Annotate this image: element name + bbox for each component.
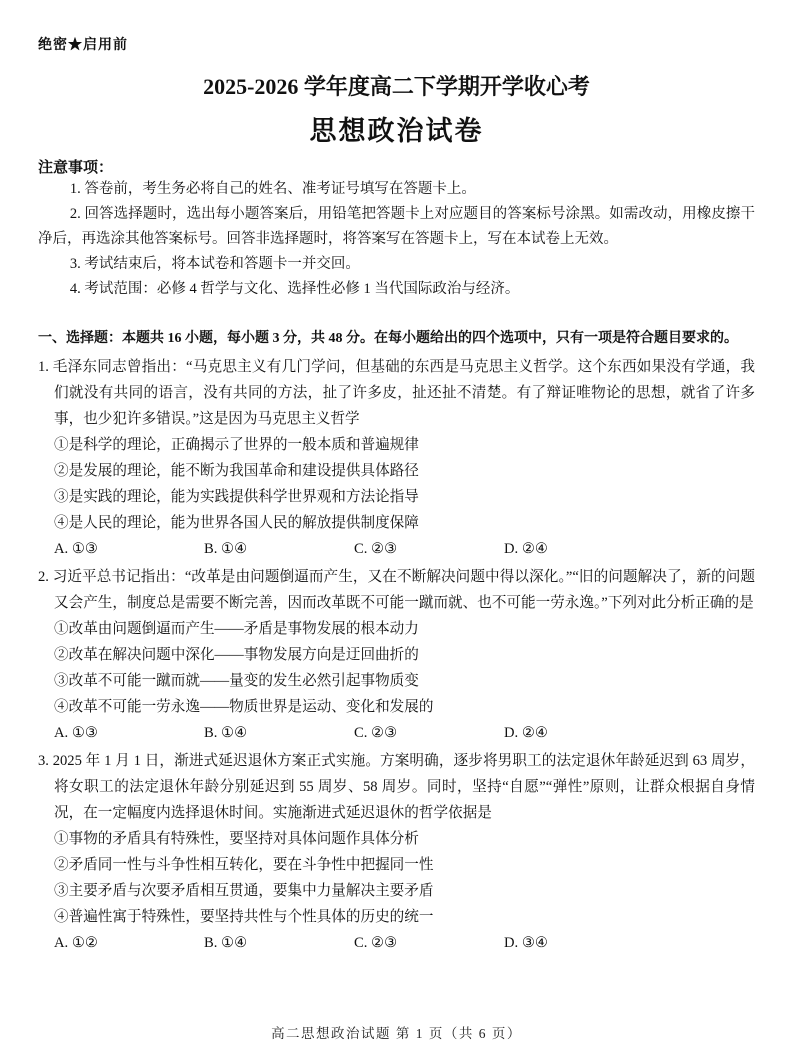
question-block	[38, 564, 755, 746]
choice-option: C. ②③	[354, 725, 398, 741]
choices-row	[38, 720, 755, 746]
question-statement: ③是实践的理论，能为实践提供科学世界观和方法论指导	[54, 489, 419, 505]
question-stem	[38, 354, 755, 432]
question-block	[38, 748, 755, 956]
question-number: 1.	[38, 359, 49, 375]
question-number: 2.	[38, 569, 49, 585]
notices-items	[38, 177, 755, 302]
choice-option: C. ②③	[354, 935, 398, 951]
question-statement: ④普遍性寓于特殊性，要坚持共性与个性具体的历史的统一	[54, 909, 434, 925]
questions	[38, 354, 755, 956]
choice-option: A. ①③	[54, 541, 99, 557]
choice-option: B. ①④	[204, 541, 248, 557]
question-stem-text: 习近平总书记指出：“改革是由问题倒逼而产生，又在不断解决问题中得以深化。”“旧的问题解决了，新的问题又会产生，制度总是需要不断完善，因而改革既不可能一蹴而就、也不可能一劳永逸。”下列对此分析正确的是	[48, 569, 755, 611]
choice-option: A. ①②	[54, 935, 99, 951]
question-statement: ②是发展的理论，能不断为我国革命和建设提供具体路径	[54, 463, 419, 479]
exam-subtitle: 思想政治试卷	[309, 116, 484, 146]
question-statement: ①改革由问题倒逼而产生——矛盾是事物发展的根本动力	[54, 621, 419, 637]
choice-option: D. ②④	[504, 541, 549, 557]
notices-heading: 注意事项：	[38, 160, 114, 176]
section-heading: 一、选择题：本题共 16 小题，每小题 3 分，共 48 分。在每小题给出的四个选项中，只有一项是符合题目要求的。	[38, 331, 738, 346]
choices-row	[38, 536, 755, 562]
question-number: 3.	[38, 753, 49, 769]
notice-item: 1. 答卷前，考生务必将自己的姓名、准考证号填写在答题卡上。	[69, 181, 476, 197]
notice-item: 2. 回答选择题时，选出每小题答案后，用铅笔把答题卡上对应题目的答案标号涂黑。如需改动，用橡皮擦干净后，再选涂其他答案标号。回答非选择题时，将答案写在答题卡上，写在本试卷上无效。	[38, 206, 755, 247]
question-statement: ③主要矛盾与次要矛盾相互贯通，要集中力量解决主要矛盾	[54, 883, 434, 899]
notices-section	[38, 156, 755, 302]
page-footer: 高二思想政治试题 第 1 页（共 6 页）	[271, 1026, 522, 1041]
question-stem-text: 毛泽东同志曾指出：“马克思主义有几门学问，但基础的东西是马克思主义哲学。这个东西如果没有学通，我们就没有共同的语言，没有共同的方法，扯了许多皮，扯还扯不清楚。有了辩证唯物论的思想，就省了许多事，也少犯许多错误。”这是因为马克思主义哲学	[48, 359, 755, 427]
choice-option: B. ①④	[204, 725, 248, 741]
question-stem	[38, 564, 755, 616]
question-statement: ③改革不可能一蹴而就——量变的发生必然引起事物质变	[54, 673, 419, 689]
notice-item: 3. 考试结束后，将本试卷和答题卡一并交回。	[69, 256, 360, 272]
question-statement: ④改革不可能一劳永逸——物质世界是运动、变化和发展的	[54, 699, 434, 715]
question-stem	[38, 748, 755, 826]
question-statement: ②矛盾同一性与斗争性相互转化，要在斗争性中把握同一性	[54, 857, 434, 873]
choice-option: D. ③④	[504, 935, 549, 951]
secrecy-label: 绝密★启用前	[38, 38, 128, 53]
choice-option: B. ①④	[204, 935, 248, 951]
exam-title: 2025-2026 学年度高二下学期开学收心考	[203, 74, 590, 99]
choices-row	[38, 930, 755, 956]
question-statement: ①事物的矛盾具有特殊性，要坚持对具体问题作具体分析	[54, 831, 419, 847]
choice-option: A. ①③	[54, 725, 99, 741]
question-block	[38, 354, 755, 562]
question-stem-text: 2025 年 1 月 1 日，渐进式延迟退休方案正式实施。方案明确，逐步将男职工的法定退休年龄延迟到 63 周岁，将女职工的法定退休年龄分别延迟到 55 周岁、58 周岁。同时，坚持“自愿”“弹性”原则，让群众根据自身情况，在一定幅度内选择退休时间。实施渐进式延迟退休的哲学依据是	[48, 753, 755, 821]
choice-option: C. ②③	[354, 541, 398, 557]
notice-item: 4. 考试范围：必修 4 哲学与文化、选择性必修 1 当代国际政治与经济。	[69, 281, 520, 297]
question-statement: ①是科学的理论，正确揭示了世界的一般本质和普遍规律	[54, 437, 419, 453]
question-statement: ②改革在解决问题中深化——事物发展方向是迂回曲折的	[54, 647, 419, 663]
choice-option: D. ②④	[504, 725, 549, 741]
question-statement: ④是人民的理论，能为世界各国人民的解放提供制度保障	[54, 515, 419, 531]
